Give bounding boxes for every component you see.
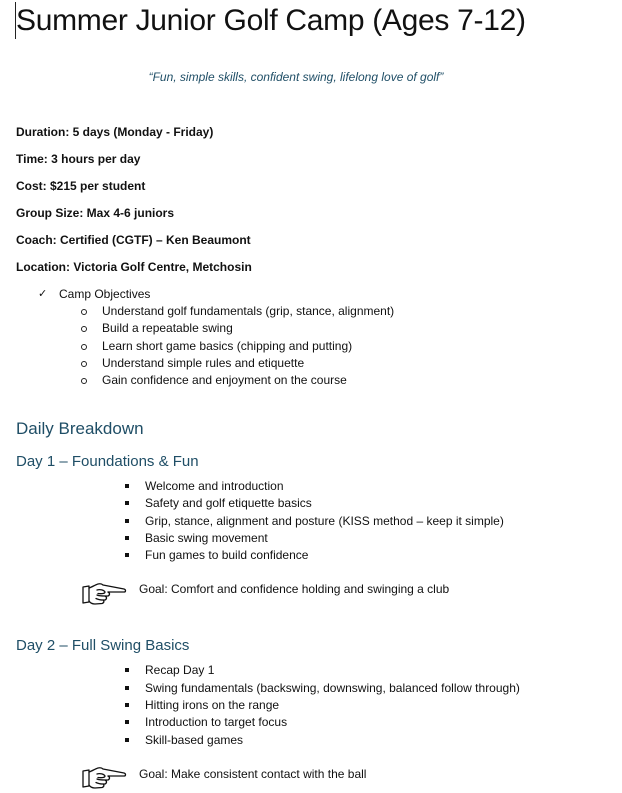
day-2-heading[interactable]: Day 2 – Full Swing Basics: [16, 637, 190, 654]
detail-group-size[interactable]: Group Size: Max 4-6 juniors: [16, 206, 175, 220]
day-2-goal[interactable]: Goal: Make consistent contact with the ball: [139, 767, 367, 781]
square-bullet-icon: [125, 686, 129, 690]
hollow-circle-bullet-icon: [81, 378, 87, 384]
day-2-item[interactable]: Skill-based games: [145, 733, 244, 747]
day-1-heading[interactable]: Day 1 – Foundations & Fun: [16, 453, 199, 470]
day-1-item[interactable]: Basic swing movement: [145, 531, 268, 545]
square-bullet-icon: [125, 519, 129, 523]
day-1-item[interactable]: Grip, stance, alignment and posture (KISS method – keep it simple): [145, 514, 504, 528]
hollow-circle-bullet-icon: [81, 361, 87, 367]
hollow-circle-bullet-icon: [81, 326, 87, 332]
objective-item[interactable]: Gain confidence and enjoyment on the course: [102, 373, 347, 387]
day-1-item[interactable]: Welcome and introduction: [145, 479, 284, 493]
square-bullet-icon: [125, 553, 129, 557]
document-title[interactable]: Summer Junior Golf Camp (Ages 7-12): [16, 4, 526, 37]
detail-time[interactable]: Time: 3 hours per day: [16, 152, 141, 166]
day-1-item[interactable]: Fun games to build confidence: [145, 548, 309, 562]
detail-duration[interactable]: Duration: 5 days (Monday - Friday): [16, 125, 214, 139]
tagline-quote[interactable]: “Fun, simple skills, confident swing, lifelong love of golf”: [148, 70, 444, 84]
square-bullet-icon: [125, 720, 129, 724]
objective-item[interactable]: Understand golf fundamentals (grip, stance, alignment): [102, 304, 395, 318]
day-2-item[interactable]: Recap Day 1: [145, 663, 215, 677]
pointing-hand-icon: [81, 765, 127, 791]
pointing-hand-icon: [81, 581, 127, 607]
square-bullet-icon: [125, 703, 129, 707]
detail-coach[interactable]: Coach: Certified (CGTF) – Ken Beaumont: [16, 233, 251, 247]
day-2-item[interactable]: Hitting irons on the range: [145, 698, 280, 712]
day-2-item[interactable]: Introduction to target focus: [145, 715, 288, 729]
daily-breakdown-heading[interactable]: Daily Breakdown: [16, 419, 144, 438]
objective-item[interactable]: Learn short game basics (chipping and putting): [102, 339, 353, 353]
square-bullet-icon: [125, 484, 129, 488]
square-bullet-icon: [125, 668, 129, 672]
square-bullet-icon: [125, 738, 129, 742]
objective-item[interactable]: Build a repeatable swing: [102, 321, 233, 335]
square-bullet-icon: [125, 501, 129, 505]
day-1-goal[interactable]: Goal: Comfort and confidence holding and swinging a club: [139, 582, 450, 596]
hollow-circle-bullet-icon: [81, 309, 87, 315]
square-bullet-icon: [125, 536, 129, 540]
hollow-circle-bullet-icon: [81, 344, 87, 350]
detail-cost[interactable]: Cost: $215 per student: [16, 179, 146, 193]
objective-item[interactable]: Understand simple rules and etiquette: [102, 356, 305, 370]
detail-location[interactable]: Location: Victoria Golf Centre, Metchosin: [16, 260, 252, 274]
day-1-item[interactable]: Safety and golf etiquette basics: [145, 496, 312, 510]
objectives-heading[interactable]: Camp Objectives: [59, 287, 151, 301]
day-2-item[interactable]: Swing fundamentals (backswing, downswing, balanced follow through): [145, 681, 520, 695]
checkmark-icon: ✓: [38, 288, 48, 300]
